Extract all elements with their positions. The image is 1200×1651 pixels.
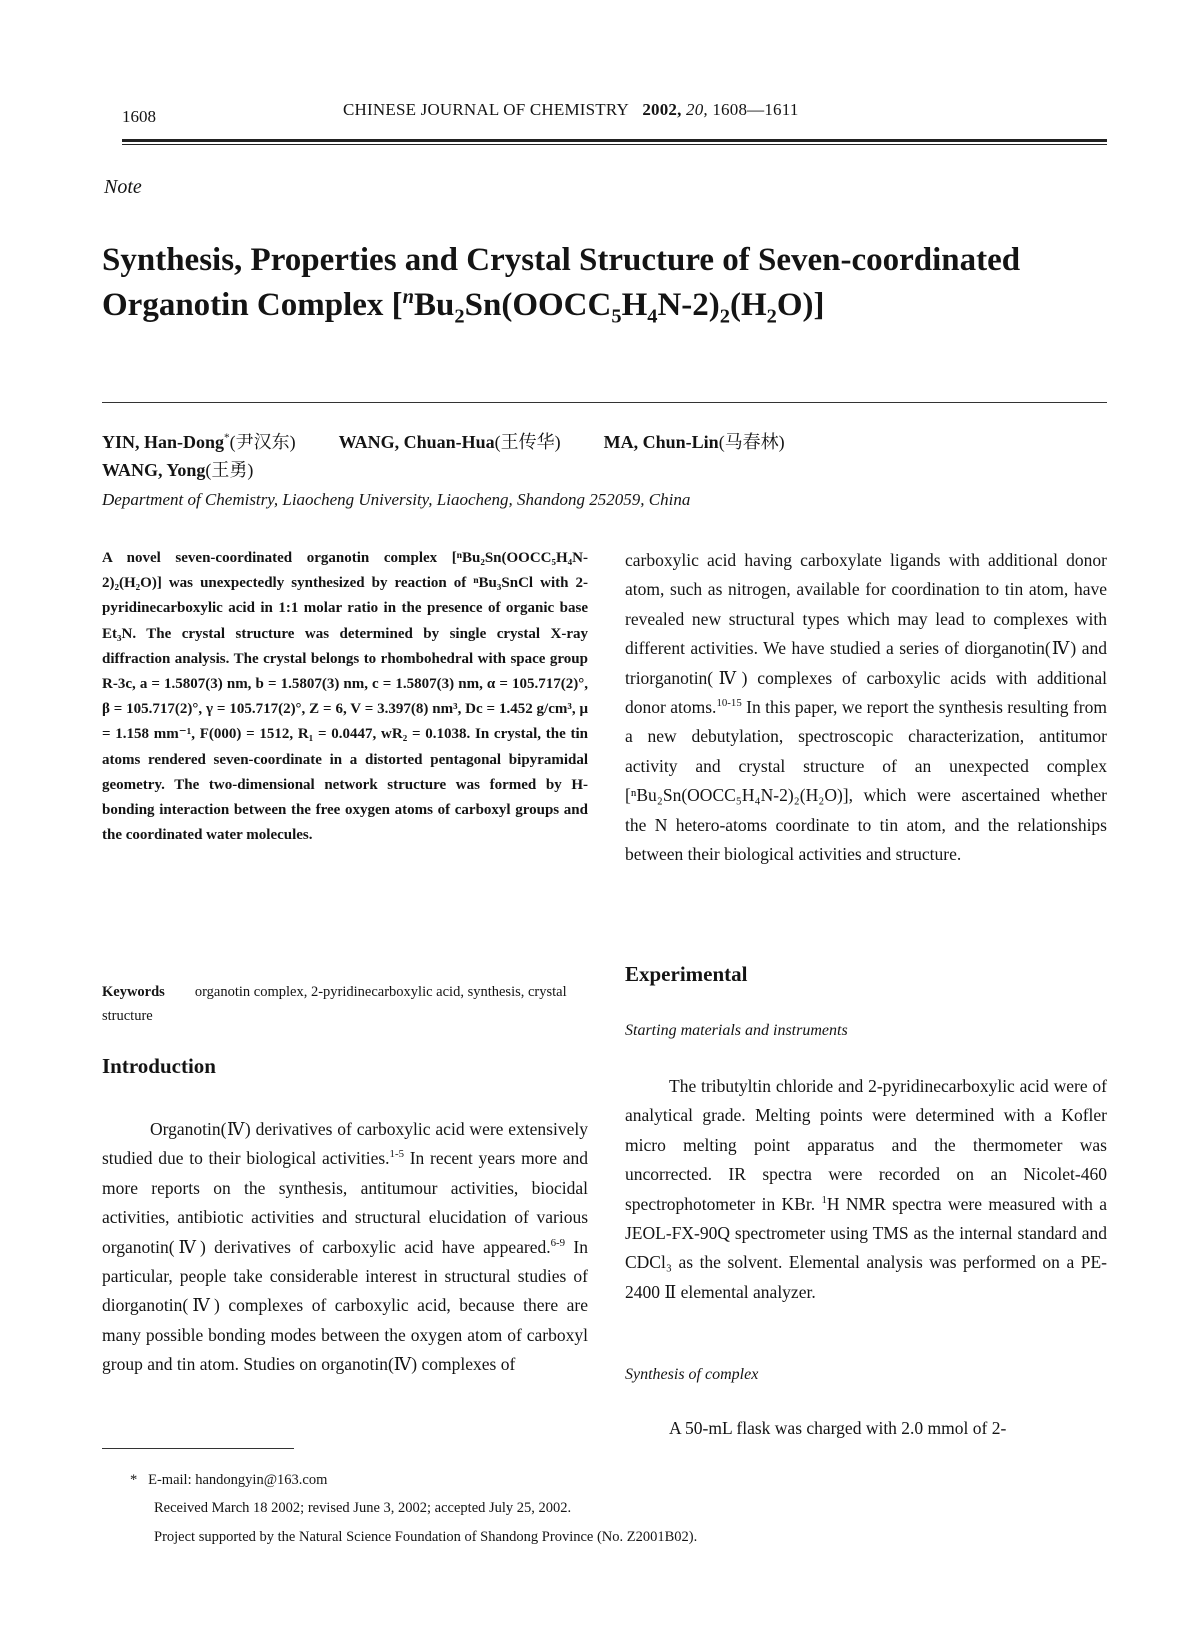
citation: 1-5 [389, 1148, 405, 1161]
title-line-2: Organotin Complex $[^nBu_2Sn(OOCC_5H_4N-2)_2(H_2O)]$ [102, 286, 825, 328]
footnote-funding: Project supported by the Natural Science Foundation of Shandong Province (No. Z2001B02). [154, 1529, 698, 1545]
author-list: YIN, Han-Dong*(尹汉东) WANG, Chuan-Hua(王传华) MA, Chun-Lin(马春林) WANG, Yong(王勇) [102, 432, 785, 480]
keywords-label: Keywords [102, 984, 165, 1000]
article-type: Note [104, 176, 142, 198]
introduction-right-column [625, 546, 1107, 869]
citation: 6-9 [550, 1236, 566, 1249]
journal-pages: 1608—1611 [712, 100, 799, 119]
paper-title [102, 238, 1122, 328]
introduction-heading: Introduction [102, 1054, 216, 1078]
keywords [102, 980, 588, 1028]
journal-header [343, 100, 799, 120]
title-line-1: Synthesis, Properties and Crystal Structure of Seven-coordinated [102, 242, 1021, 278]
author-2: WANG, Chuan-Hua [338, 432, 495, 452]
author-4-chinese: (王勇) [205, 460, 254, 480]
journal-name: CHINESE JOURNAL OF CHEMISTRY [343, 100, 629, 119]
author-1-chinese: (尹汉东) [229, 432, 296, 452]
citation: 10-15 [716, 697, 742, 710]
author-3-chinese: (马春林) [718, 432, 785, 452]
introduction-left-column [102, 1115, 588, 1380]
footnote-email: * E-mail: handongyin@163.com [130, 1472, 328, 1488]
author-2-chinese: (王传华) [494, 432, 561, 452]
materials-paragraph: The tributyltin chloride and 2-pyridinecarboxylic acid were of analytical grade. Melting points were determined with a Kofler micro melting point apparatus and the thermometer was uncorrected. IR spectra were recorded on an Nicolet-460 spectrophotometer in KBr. $^1$H NMR spectra were measured with a JEOL-FX-90Q spectrometer using TMS as the internal standard and CDCl₃ as the solvent. Elemental analysis was performed on a PE-2400 Ⅱ elemental analyzer. [625, 1076, 1107, 1302]
journal-year: 2002, [642, 100, 682, 119]
synthesis-paragraph: A 50-mL flask was charged with 2.0 mmol of 2- [669, 1418, 1007, 1438]
introduction-paragraph: Organotin(Ⅳ) derivatives of carboxylic acid were extensively studied due to their biological activities.$^{1-5}$ In recent years more and more reports on the synthesis, antitumour activities, biocidal activities, antibiotic activities and structural elucidation of various organotin(Ⅳ) derivatives of carboxylic acid have appeared.$^{6-9}$ In particular, people take considerable interest in structural studies of diorganotin(Ⅳ) complexes of carboxylic acid, because there are many possible bonding modes between the oxygen atom of carboxyl group and tin atom. Studies on organotin(Ⅳ) complexes of [102, 1119, 588, 1375]
author-1: YIN, Han-Dong [102, 432, 225, 452]
affiliation: Department of Chemistry, Liaocheng University, Liaocheng, Shandong 252059, China [102, 490, 691, 509]
subsection-synthesis: Synthesis of complex [625, 1366, 759, 1383]
author-3: MA, Chun-Lin [603, 432, 719, 452]
introduction-continuation: carboxylic acid having carboxylate ligands with additional donor atom, such as nitrogen, available for coordination to tin atom, have revealed new structural types which may lead to complexes with different activities. We have studied a series of diorganotin(Ⅳ) and triorganotin(Ⅳ) complexes of carboxylic acids with additional donor atoms.$^{10-15}$ In this paper, we report the synthesis resulting from a new debutylation, spectroscopic characterization, antitumor activity and crystal structure of an unexpected complex [ⁿBu₂Sn(OOCC₅H₄N-2)₂(H₂O)], which were ascertained whether the N hetero-atoms coordinate to tin atom, and the relationships between their biological activities and structure. [625, 550, 1107, 865]
keywords-text: organotin complex, 2-pyridinecarboxylic acid, synthesis, crystal structure [102, 984, 567, 1024]
header-rule [122, 139, 1107, 142]
header-rule-thin [122, 144, 1107, 145]
introduction-flow-text: carboxylic acid having carboxylate ligands with additional donor atom, such as nitrogen, available for coordination to tin atom, have revealed new structural types which may lead to complexes with different activities. We have studied a series of diorganotin(Ⅳ) and triorganotin(Ⅳ) complexes of carboxylic acids with additional donor atoms. [625, 550, 1107, 718]
title-rule [102, 402, 1107, 403]
journal-volume: 20, [686, 100, 708, 119]
experimental-heading: Experimental [625, 962, 748, 986]
footnote-received: Received March 18 2002; revised June 3, 2002; accepted July 25, 2002. [154, 1500, 572, 1516]
subsection-materials: Starting materials and instruments [625, 1022, 848, 1039]
author-4: WANG, Yong [102, 460, 206, 480]
page-number: 1608 [122, 107, 156, 126]
footnote-rule [102, 1448, 294, 1449]
abstract: A novel seven-coordinated organotin complex [ⁿBu₂Sn(OOCC₅H₄N-2)₂(H₂O)] was unexpectedly synthesized by reaction of ⁿBu₃SnCl with 2-pyridinecarboxylic acid in 1:1 molar ratio in the presence of organic base Et₃N. The crystal structure was determined by single crystal X-ray diffraction analysis. The crystal belongs to rhombohedral with space group R-3c, a = 1.5807(3) nm, b = 1.5807(3) nm, c = 1.5807(3) nm, α = 105.717(2)°, β = 105.717(2)°, γ = 105.717(2)°, Z = 6, V = 3.397(8) nm³, Dc = 1.452 g/cm³, μ = 1.158 mm⁻¹, F(000) = 1512, R₁ = 0.0447, wR₂ = 0.1038. In crystal, the tin atoms rendered seven-coordinate in a distorted pentagonal bipyramidal geometry. The two-dimensional network structure was formed by H-bonding interaction between the free oxygen atoms of carboxyl groups and the coordinated water molecules. [102, 550, 588, 844]
